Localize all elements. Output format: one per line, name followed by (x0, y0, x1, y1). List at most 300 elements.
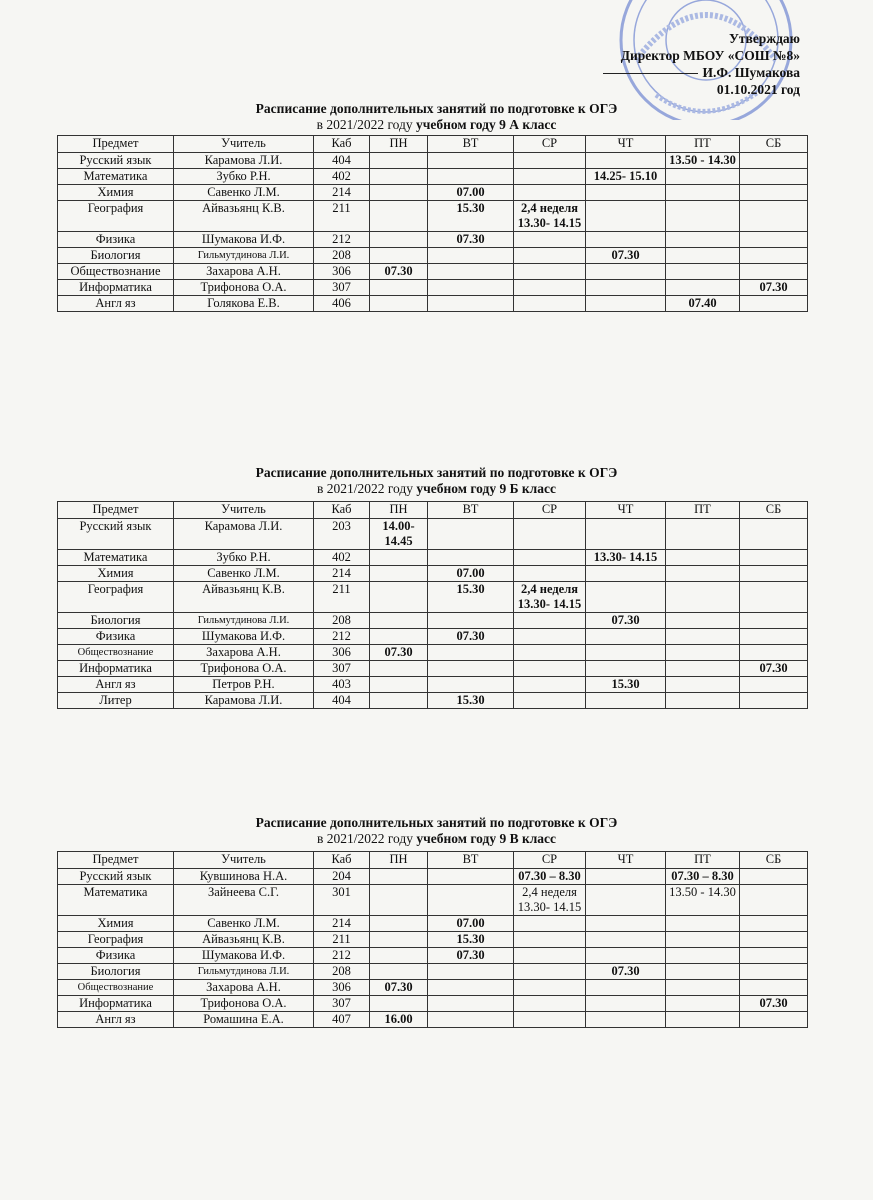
cell-teacher: Савенко Л.М. (174, 185, 314, 201)
cell-thu (586, 885, 666, 916)
cell-wed (514, 948, 586, 964)
cell-tue (428, 964, 514, 980)
section-title: Расписание дополнительных занятий по подготовке к ОГЭ (255, 465, 618, 480)
cell-sat (740, 248, 808, 264)
cell-sat (740, 693, 808, 709)
column-header-teacher: Учитель (174, 852, 314, 869)
cell-sat (740, 264, 808, 280)
schedule-table-9a (57, 135, 808, 312)
table-row (58, 996, 808, 1012)
cell-subject: Физика (58, 948, 174, 964)
cell-room: 404 (314, 153, 370, 169)
cell-sat (740, 201, 808, 232)
cell-fri (666, 693, 740, 709)
cell-subject: Математика (58, 169, 174, 185)
column-header-fri: ПТ (666, 502, 740, 519)
cell-teacher: Гильмутдинова Л.И. (174, 613, 314, 629)
cell-tue: 15.30 (428, 201, 514, 232)
cell-tue (428, 677, 514, 693)
cell-mon (370, 232, 428, 248)
approval-position: Директор МБОУ «СОШ №8» (620, 48, 800, 63)
cell-wed: 2,4 неделя 13.30- 14.15 (514, 582, 586, 613)
cell-teacher: Шумакова И.Ф. (174, 629, 314, 645)
cell-mon (370, 613, 428, 629)
cell-subject: Русский язык (58, 153, 174, 169)
table-header-row (58, 502, 808, 519)
column-header-thu: ЧТ (586, 136, 666, 153)
cell-teacher: Карамова Л.И. (174, 693, 314, 709)
column-header-subject: Предмет (58, 852, 174, 869)
cell-subject: География (58, 201, 174, 232)
cell-mon: 07.30 (370, 980, 428, 996)
cell-tue: 15.30 (428, 932, 514, 948)
cell-sat (740, 869, 808, 885)
cell-fri (666, 566, 740, 582)
cell-mon (370, 280, 428, 296)
cell-mon (370, 885, 428, 916)
cell-room: 211 (314, 582, 370, 613)
cell-tue (428, 980, 514, 996)
cell-fri (666, 169, 740, 185)
cell-room: 404 (314, 693, 370, 709)
cell-mon (370, 964, 428, 980)
cell-tue (428, 645, 514, 661)
table-row (58, 613, 808, 629)
cell-thu (586, 645, 666, 661)
column-header-mon: ПН (370, 852, 428, 869)
cell-fri (666, 916, 740, 932)
cell-wed (514, 661, 586, 677)
cell-tue: 07.00 (428, 916, 514, 932)
cell-mon (370, 582, 428, 613)
approval-date: 01.10.2021 год (716, 82, 800, 97)
cell-tue (428, 296, 514, 312)
cell-sat (740, 296, 808, 312)
column-header-room: Каб (314, 852, 370, 869)
cell-room: 402 (314, 550, 370, 566)
cell-tue (428, 169, 514, 185)
cell-sat: 07.30 (740, 280, 808, 296)
cell-sat (740, 677, 808, 693)
cell-fri: 07.40 (666, 296, 740, 312)
cell-teacher: Айвазьянц К.В. (174, 201, 314, 232)
cell-tue (428, 280, 514, 296)
table-row (58, 566, 808, 582)
table-header-row (58, 136, 808, 153)
cell-sat (740, 613, 808, 629)
cell-teacher: Гильмутдинова Л.И. (174, 964, 314, 980)
cell-sat (740, 932, 808, 948)
column-header-subject: Предмет (58, 502, 174, 519)
cell-thu: 15.30 (586, 677, 666, 693)
cell-room: 407 (314, 1012, 370, 1028)
cell-wed (514, 519, 586, 550)
cell-tue: 07.30 (428, 629, 514, 645)
cell-wed (514, 264, 586, 280)
cell-teacher: Савенко Л.М. (174, 916, 314, 932)
cell-fri: 13.50 - 14.30 (666, 885, 740, 916)
cell-teacher: Зубко Р.Н. (174, 550, 314, 566)
cell-subject: Химия (58, 185, 174, 201)
cell-tue (428, 996, 514, 1012)
cell-fri (666, 248, 740, 264)
cell-room: 211 (314, 201, 370, 232)
cell-tue (428, 550, 514, 566)
cell-wed (514, 645, 586, 661)
cell-mon: 16.00 (370, 1012, 428, 1028)
cell-teacher: Айвазьянц К.В. (174, 932, 314, 948)
cell-subject: Англ яз (58, 296, 174, 312)
cell-sat (740, 948, 808, 964)
table-row (58, 869, 808, 885)
cell-fri (666, 996, 740, 1012)
cell-subject: Англ яз (58, 677, 174, 693)
cell-thu: 07.30 (586, 964, 666, 980)
cell-thu (586, 201, 666, 232)
cell-mon: 07.30 (370, 264, 428, 280)
cell-wed (514, 185, 586, 201)
cell-teacher: Голякова Е.В. (174, 296, 314, 312)
cell-wed (514, 1012, 586, 1028)
table-row (58, 280, 808, 296)
cell-tue (428, 869, 514, 885)
column-header-sat: СБ (740, 852, 808, 869)
cell-subject: Обществознание (58, 980, 174, 996)
cell-wed: 2,4 неделя 13.30- 14.15 (514, 201, 586, 232)
cell-sat (740, 185, 808, 201)
cell-thu (586, 1012, 666, 1028)
cell-wed: 2,4 неделя 13.30- 14.15 (514, 885, 586, 916)
table-row (58, 201, 808, 232)
cell-fri (666, 280, 740, 296)
cell-thu (586, 948, 666, 964)
cell-thu: 14.25- 15.10 (586, 169, 666, 185)
cell-thu (586, 232, 666, 248)
cell-room: 212 (314, 948, 370, 964)
cell-room: 214 (314, 916, 370, 932)
cell-tue (428, 248, 514, 264)
column-header-thu: ЧТ (586, 852, 666, 869)
cell-fri (666, 948, 740, 964)
table-row (58, 169, 808, 185)
cell-tue: 07.00 (428, 566, 514, 582)
cell-sat (740, 232, 808, 248)
cell-subject: Англ яз (58, 1012, 174, 1028)
table-row (58, 232, 808, 248)
table-row (58, 677, 808, 693)
cell-room: 208 (314, 248, 370, 264)
cell-mon (370, 932, 428, 948)
cell-thu (586, 693, 666, 709)
table-row (58, 645, 808, 661)
cell-subject: Биология (58, 248, 174, 264)
table-row (58, 948, 808, 964)
cell-tue (428, 153, 514, 169)
table-row (58, 885, 808, 916)
cell-fri (666, 677, 740, 693)
cell-mon (370, 661, 428, 677)
cell-room: 211 (314, 932, 370, 948)
column-header-tue: ВТ (428, 852, 514, 869)
table-row (58, 916, 808, 932)
cell-mon (370, 296, 428, 312)
cell-fri (666, 232, 740, 248)
section-title: Расписание дополнительных занятий по подготовке к ОГЭ (255, 101, 618, 116)
cell-thu (586, 153, 666, 169)
cell-mon (370, 566, 428, 582)
cell-sat: 07.30 (740, 996, 808, 1012)
cell-subject: Русский язык (58, 869, 174, 885)
cell-room: 203 (314, 519, 370, 550)
cell-room: 208 (314, 613, 370, 629)
column-header-subject: Предмет (58, 136, 174, 153)
cell-tue (428, 661, 514, 677)
cell-sat (740, 582, 808, 613)
cell-fri (666, 185, 740, 201)
cell-wed (514, 980, 586, 996)
table-row (58, 932, 808, 948)
cell-thu (586, 661, 666, 677)
cell-tue: 07.30 (428, 232, 514, 248)
cell-mon (370, 550, 428, 566)
cell-mon (370, 201, 428, 232)
cell-subject: География (58, 932, 174, 948)
cell-wed (514, 996, 586, 1012)
cell-fri: 07.30 – 8.30 (666, 869, 740, 885)
cell-wed (514, 169, 586, 185)
cell-teacher: Трифонова О.А. (174, 280, 314, 296)
signature-line (603, 73, 698, 74)
table-row (58, 153, 808, 169)
cell-teacher: Петров Р.Н. (174, 677, 314, 693)
table-row (58, 964, 808, 980)
table-row (58, 185, 808, 201)
cell-subject: Биология (58, 613, 174, 629)
cell-tue: 15.30 (428, 582, 514, 613)
approval-approve: Утверждаю (728, 31, 800, 46)
cell-mon (370, 185, 428, 201)
cell-wed (514, 550, 586, 566)
column-header-wed: СР (514, 136, 586, 153)
cell-sat: 07.30 (740, 661, 808, 677)
table-row (58, 629, 808, 645)
column-header-fri: ПТ (666, 136, 740, 153)
cell-thu (586, 566, 666, 582)
column-header-teacher: Учитель (174, 502, 314, 519)
cell-wed (514, 153, 586, 169)
cell-wed (514, 232, 586, 248)
section-year: в 2021/2022 году учебном году 9 В класс (316, 831, 557, 846)
cell-sat (740, 1012, 808, 1028)
cell-fri (666, 629, 740, 645)
cell-room: 301 (314, 885, 370, 916)
approval-block (603, 30, 800, 98)
cell-teacher: Шумакова И.Ф. (174, 232, 314, 248)
table-row (58, 519, 808, 550)
cell-teacher: Карамова Л.И. (174, 519, 314, 550)
cell-fri (666, 582, 740, 613)
table-row (58, 661, 808, 677)
cell-thu: 13.30- 14.15 (586, 550, 666, 566)
cell-tue: 07.00 (428, 185, 514, 201)
cell-thu (586, 280, 666, 296)
cell-teacher: Зайнеева С.Г. (174, 885, 314, 916)
cell-teacher: Трифонова О.А. (174, 661, 314, 677)
table-row (58, 693, 808, 709)
cell-tue: 15.30 (428, 693, 514, 709)
cell-thu (586, 869, 666, 885)
cell-wed (514, 613, 586, 629)
cell-wed (514, 248, 586, 264)
cell-wed (514, 932, 586, 948)
cell-tue (428, 264, 514, 280)
cell-thu (586, 582, 666, 613)
cell-sat (740, 645, 808, 661)
column-header-room: Каб (314, 502, 370, 519)
schedule-table-9b (57, 501, 808, 709)
cell-teacher: Захарова А.Н. (174, 645, 314, 661)
cell-subject: Физика (58, 232, 174, 248)
cell-subject: Математика (58, 885, 174, 916)
cell-fri (666, 964, 740, 980)
table-row (58, 296, 808, 312)
cell-subject: Обществознание (58, 264, 174, 280)
column-header-tue: ВТ (428, 502, 514, 519)
cell-wed (514, 916, 586, 932)
cell-room: 306 (314, 980, 370, 996)
cell-subject: Информатика (58, 280, 174, 296)
cell-sat (740, 566, 808, 582)
column-header-teacher: Учитель (174, 136, 314, 153)
cell-mon (370, 996, 428, 1012)
cell-room: 214 (314, 566, 370, 582)
cell-subject: Обществознание (58, 645, 174, 661)
cell-tue (428, 519, 514, 550)
cell-fri (666, 932, 740, 948)
cell-mon (370, 869, 428, 885)
cell-thu (586, 296, 666, 312)
cell-teacher: Гильмутдинова Л.И. (174, 248, 314, 264)
cell-mon (370, 948, 428, 964)
cell-wed (514, 566, 586, 582)
cell-fri (666, 1012, 740, 1028)
cell-thu (586, 185, 666, 201)
table-row (58, 248, 808, 264)
cell-fri (666, 645, 740, 661)
cell-sat (740, 885, 808, 916)
cell-sat (740, 169, 808, 185)
approval-signature-row (603, 64, 800, 81)
cell-thu (586, 996, 666, 1012)
cell-subject: География (58, 582, 174, 613)
cell-subject: Биология (58, 964, 174, 980)
cell-sat (740, 629, 808, 645)
cell-subject: Химия (58, 916, 174, 932)
cell-fri (666, 264, 740, 280)
cell-thu (586, 519, 666, 550)
cell-room: 306 (314, 645, 370, 661)
cell-wed (514, 296, 586, 312)
cell-mon (370, 916, 428, 932)
cell-thu (586, 629, 666, 645)
cell-sat (740, 916, 808, 932)
column-header-sat: СБ (740, 502, 808, 519)
cell-subject: Физика (58, 629, 174, 645)
cell-teacher: Трифонова О.А. (174, 996, 314, 1012)
section-v-heading (0, 815, 873, 847)
cell-sat (740, 550, 808, 566)
cell-fri (666, 980, 740, 996)
cell-thu (586, 264, 666, 280)
cell-mon: 07.30 (370, 645, 428, 661)
cell-fri (666, 550, 740, 566)
cell-room: 307 (314, 996, 370, 1012)
cell-teacher: Карамова Л.И. (174, 153, 314, 169)
cell-subject: Химия (58, 566, 174, 582)
cell-thu: 07.30 (586, 248, 666, 264)
cell-fri (666, 613, 740, 629)
cell-teacher: Савенко Л.М. (174, 566, 314, 582)
cell-subject: Информатика (58, 661, 174, 677)
cell-room: 402 (314, 169, 370, 185)
column-header-wed: СР (514, 502, 586, 519)
cell-sat (740, 519, 808, 550)
cell-tue (428, 885, 514, 916)
section-year: в 2021/2022 году учебном году 9 Б класс (316, 481, 556, 496)
schedule-table-9v (57, 851, 808, 1028)
column-header-wed: СР (514, 852, 586, 869)
cell-wed (514, 629, 586, 645)
cell-fri (666, 201, 740, 232)
cell-teacher: Кувшинова Н.А. (174, 869, 314, 885)
cell-tue (428, 1012, 514, 1028)
cell-room: 214 (314, 185, 370, 201)
cell-wed (514, 964, 586, 980)
cell-thu (586, 980, 666, 996)
cell-room: 307 (314, 661, 370, 677)
cell-teacher: Айвазьянц К.В. (174, 582, 314, 613)
cell-room: 403 (314, 677, 370, 693)
column-header-room: Каб (314, 136, 370, 153)
cell-room: 307 (314, 280, 370, 296)
cell-tue: 07.30 (428, 948, 514, 964)
cell-thu (586, 932, 666, 948)
cell-room: 212 (314, 629, 370, 645)
cell-sat (740, 980, 808, 996)
cell-room: 212 (314, 232, 370, 248)
column-header-thu: ЧТ (586, 502, 666, 519)
cell-mon (370, 629, 428, 645)
column-header-sat: СБ (740, 136, 808, 153)
section-b-heading (0, 465, 873, 497)
cell-fri (666, 661, 740, 677)
cell-room: 204 (314, 869, 370, 885)
cell-teacher: Захарова А.Н. (174, 264, 314, 280)
table-header-row (58, 852, 808, 869)
cell-teacher: Шумакова И.Ф. (174, 948, 314, 964)
cell-room: 406 (314, 296, 370, 312)
table-row (58, 1012, 808, 1028)
column-header-tue: ВТ (428, 136, 514, 153)
table-row (58, 550, 808, 566)
cell-wed (514, 280, 586, 296)
cell-teacher: Захарова А.Н. (174, 980, 314, 996)
column-header-mon: ПН (370, 136, 428, 153)
cell-mon: 14.00- 14.45 (370, 519, 428, 550)
cell-room: 208 (314, 964, 370, 980)
cell-fri: 13.50 - 14.30 (666, 153, 740, 169)
cell-thu (586, 916, 666, 932)
